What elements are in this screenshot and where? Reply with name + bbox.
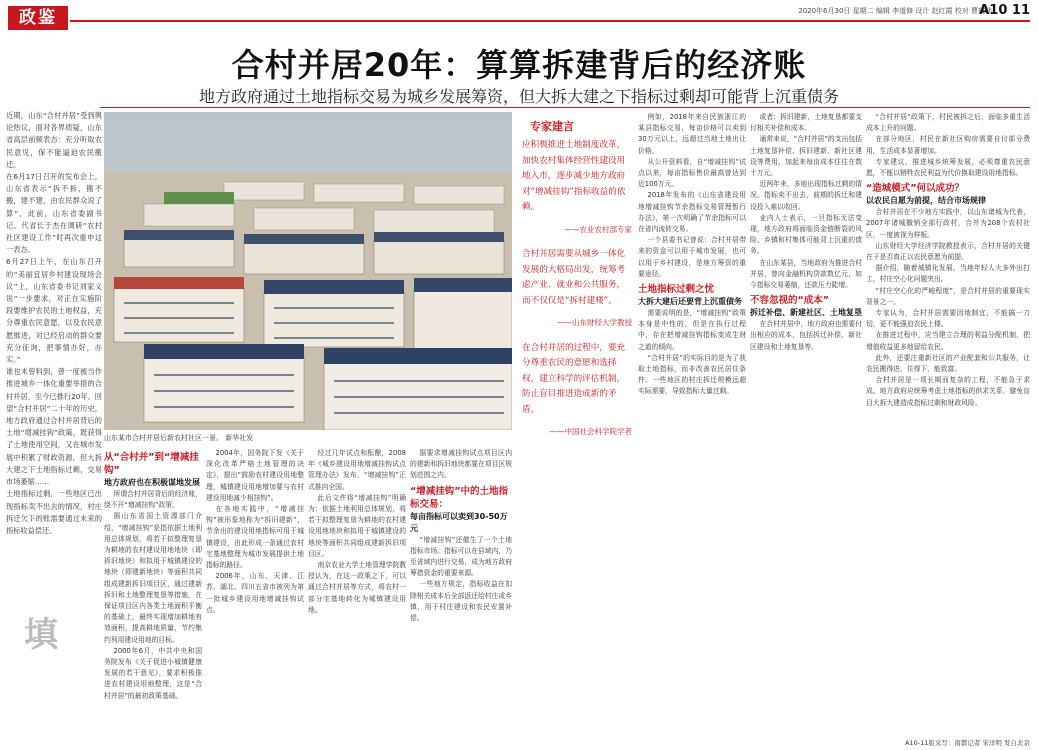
body-paragraph: 需要说明的是，“增减挂钩”政策本身是中性的，但是在执行过程中，存在把增减挂钩指标变成生财之道的倾向。: [638, 309, 746, 351]
body-column-c: [308, 448, 406, 748]
body-paragraph: 在山东某县，当地政府为推进合村并居，曾向金融机构贷款数亿元，如今指标交易萎缩，还款压力陡增。: [750, 258, 862, 290]
body-paragraph: 据要求增减挂钩试点项目区内的建新和拆旧地块都要在项目区规划范围之内。: [410, 449, 512, 480]
body-paragraph: “村庄空心化的严峻程度”，是合村并居的重要现实背景之一。: [866, 286, 1030, 306]
section-heading: 不容忽视的“成本”: [750, 295, 829, 307]
body-paragraph: 所谓合村并居背后的经济账，绕不开“增减挂钩”政策。: [104, 490, 202, 510]
expert-quote: [522, 138, 632, 440]
body-paragraph: 南京农业大学土地管理学院教授认为，在这一政策之下，可以通过合村并居等方式，将农村一部分宅基地转化为城镇建设用地。: [308, 561, 406, 614]
body-paragraph: 在部分地区，村民在新社区购房需要自付部分费用，生活成本显著增加。: [866, 135, 1030, 155]
section-tag: 政鉴: [8, 6, 68, 30]
body-column-g: [866, 112, 1030, 748]
left-column: [6, 110, 102, 750]
body-paragraph: 专家建议，推进城乡统筹发展，必须尊重农民意愿，不能以牺牲农民利益为代价换取建设用地指标。: [866, 157, 1030, 178]
body-paragraph: “合村并居”的实际目的是为了获取土地指标，而非改善农民居住条件。一些地区的村庄拆迁规模远超实际需要，导致指标大量过剩。: [638, 353, 746, 396]
body-paragraph: 或者：拆旧建新，土地复垦都要支付相关补偿和成本。: [750, 113, 862, 133]
village-aerial-image: [104, 112, 512, 430]
body-paragraph: 据介绍，随着城镇化发展，当地年轻人大多外出打工，村庄空心化问题突出。: [866, 264, 1030, 284]
body-paragraph: 业内人士表示，一旦指标无法变现，地方政府将面临资金链断裂的风险，乡镇和村集体可能背上沉重的债务。: [750, 213, 862, 256]
subheadline: 地方政府通过土地指标交易为城乡发展筹资，但大拆大建之下指标过剩却可能背上沉重债务: [198, 87, 839, 106]
section-heading: 从“合村并”到“增减挂钩”: [104, 452, 199, 476]
issue-meta: 2020年6月30日 星期二 编辑 李道修 设计 赵红霞 校对 曹玟玮: [798, 7, 992, 15]
body-paragraph: 山东财经大学经济学院教授表示，合村并居的关键在于是否真正以农民意愿为前提。: [866, 241, 1030, 262]
quote-text: 合村并居需要从城乡一体化发展的大格局出发，统筹考虑产业、就业和公共服务，而不仅仅是“拆村建楼”。: [522, 249, 626, 306]
top-rule: [70, 20, 1030, 22]
body-paragraph: 2004年，国务院下发《关于深化改革严格土地管理的决定》，提出“鼓励农村建设用地整理，城镇建设用地增加要与农村建设用地减少相挂钩”。: [206, 449, 304, 502]
body-paragraph: 据山东省国土资源部门介绍，“增减挂钩”是指依据土地利用总体规划，将若干拟整理复垦为耕地的农村建设用地地块（即拆旧地块）和拟用于城镇建设的地块（即建新地块）等面积共同组成建新拆旧项目区，通过建新拆旧和土地整理复垦等措施，在保证项目区内各类土地面积平衡的基础上，最终实现增加耕地有效面积，提高耕地质量，节约集约利用建设用地的目标。: [104, 512, 202, 644]
body-paragraph: 合村并居在不少地方实践中，以山东诸城为代表，2007年诸城撤销全部行政村，合并为208个农村社区，一度被视为样板。: [866, 208, 1030, 239]
quote-text: 在合村并居的过程中，要充分尊重农民的意愿和选择权，建立科学的评估机制，防止盲目推进造成新的矛盾。: [522, 342, 626, 415]
expert-title: 专家建言: [530, 120, 574, 133]
section-heading: 土地指标过剩之忧: [638, 284, 715, 296]
body-paragraph: 2018年发布的《山东省建设用地增减挂钩节余指标交易管理暂行办法》，第一次明确了节余指标可以在省内流转交易。: [638, 191, 746, 234]
quote-source: ——农业农村部专家: [564, 224, 632, 234]
headline-rule: [100, 107, 1030, 108]
body-paragraph: 在推进过程中，应当建立合理的利益分配机制，把增值收益更多地留给农民。: [866, 331, 1030, 351]
section-subheading: 以农民自愿为前提，结合市场规律: [866, 196, 986, 206]
body-column-e: [638, 112, 746, 748]
body-paragraph: 专家认为，合村并居需要因地制宜，不能搞一刀切，更不能强迫农民上楼。: [866, 309, 1030, 329]
body-paragraph: 在合村并居中，地方政府也需要付出相应的成本，包括拆迁补偿、新社区建设和土地复垦等。: [750, 320, 862, 351]
editor-seal: 填: [24, 615, 58, 655]
body-column-a: [104, 448, 202, 748]
body-column-d: [410, 448, 512, 748]
section-subheading: 每亩指标可以卖到30-50万元: [410, 511, 508, 533]
body-column-b: [206, 448, 304, 748]
body-paragraph: “合村并居”政策下，村民被拆之后，面临多重生活成本上升的问题。: [866, 113, 1030, 133]
section-heading: “造城模式”何以成功？: [866, 183, 964, 195]
body-paragraph: 此外，还要注重新社区的产业配套和公共服务，让农民搬得进、住得下、能致富。: [866, 353, 1030, 374]
photo-caption: 山东某市合村并居后新农村社区一景。 新华社发: [104, 434, 254, 442]
left-paragraph: 在6月17日召开的发布会上，山东省表示“拆不拆，搬不搬，建不建，由农民群众说了算”，此前，山东省委副书记、代省长于杰在调研“农村社区建设工作”时再次重申这一表态。: [6, 172, 102, 255]
body-paragraph: 通常来说，“合村并居”的支出包括土地复垦补偿、拆旧建新、新社区建设等费用，加起来每亩成本往往在数十万元。: [750, 135, 862, 178]
page-number: A10 11: [979, 3, 1030, 18]
left-paragraph: 土地指标过剩，一些地区已出现指标卖不出去的情况，村庄拆迁欠下的账需要通过未来的指标收益偿还。: [6, 489, 102, 535]
body-column-f: [750, 112, 862, 748]
expert-view-column: [518, 112, 632, 748]
body-paragraph: “增减挂钩”还催生了一个土地指标市场。指标可以在县域内，乃至省域内进行交易，成为地方政府筹措资金的重要来源。: [410, 535, 512, 578]
headline: 合村并居20年：算算拆建背后的经济账: [231, 46, 807, 84]
quote-text: 应积极推进土地制度改革，加快农村集体经营性建设用地入市，逐步减少地方政府对“增减挂钩”指标收益的依赖。: [522, 140, 626, 212]
quote-source: ——山东财经大学教授: [557, 318, 632, 327]
byline-credit: A10-11版采写：南都记者 宋洋明 发自北京: [905, 739, 1030, 747]
body-paragraph: 此后文件将“增减挂钩”明确为：依据土地利用总体规划，将若干拟整理复垦为耕地的农村建设用地地块和拟用于城镇建设的地块等面积共同组成建新拆旧项目区。: [308, 493, 406, 558]
section-subheading: 拆迁补偿、新建社区、土地复垦: [750, 308, 862, 318]
left-paragraph: 6月27日上午，在山东召开的“美丽宜居乡村建设现场会议”上，山东省委书记刘家义说“一步要求，对正在实施阶段要维护农民的土地权益，充分尊重农民意愿，以及农民意愿推进，对已经启动的群众要充分征询，把事情办好，办实。”: [6, 257, 102, 365]
section-subheading: 地方政府也在积极谋地发展: [104, 478, 200, 487]
section-subheading: 大拆大建后还要背上沉重债务: [638, 297, 742, 307]
quote-source: ——中国社会科学院学者: [549, 427, 632, 436]
body-paragraph: 经过几年试点和酝酿，2008年《城乡建设用地增减挂钩试点管理办法》发布，“增减挂钩”正式推向全国。: [308, 449, 406, 491]
left-paragraph: 谁也未曾料到，曾一度被当作推进城乡一体化重要举措的合村并居，至今已推行20年。回望“合村并居”二十年的历史，地方政府通过合村并居背后的土地“增减挂钩”政策，既获得了土地使用空间，又在城市发展中积累了财政资源，但大拆大建之下土地指标过剩，交易市场萎缩……: [6, 367, 102, 487]
body-paragraph: 近两年来，多地出现指标过剩的情况。指标卖不出去，前期的拆迁和建设投入难以收回。: [750, 180, 862, 211]
left-paragraph: 近期，山东“合村并居”受到舆论热议，面对各界质疑，山东省高层前频表态：充分听取农民意见，保不能逼迫农民搬迁。: [6, 111, 102, 169]
body-paragraph: 在各地实践中，“增减挂钩”被形象地称为“拆旧建新”，节余出的建设用地指标可用于城镇建设，由此形成一条通过农村宅基地整理为城市发展提供土地指标的路径。: [206, 505, 304, 570]
section-heading: “增减挂钩”中的土地指标交易：: [410, 485, 508, 510]
body-paragraph: 从公开资料看，自“增减挂钩”试点以来，每亩指标售价最高曾达到近100万元。: [638, 157, 746, 189]
body-paragraph: 2000年6月，中共中央和国务院发布《关于促进小城镇健康发展的若干意见》，要求积极推进农村建设用地整理，这是“合村并居”的最初政策基础。: [104, 646, 202, 700]
body-paragraph: 合村并居是一项长期而复杂的工程，不能急于求成。地方政府应统筹考虑土地指标的供求关系，避免盲目大拆大建造成指标过剩和财政风险。: [866, 376, 1030, 407]
aerial-photo: [104, 112, 512, 430]
body-paragraph: 一些地方规定，指标收益在扣除相关成本后全部返还给村庄或乡镇，用于村庄建设和农民安置补偿。: [410, 580, 512, 623]
body-paragraph: 例如，2018年来自民族浙江的某县指标交易，每亩价格可以卖到30万元以上，远超过当地土地出让价格。: [638, 113, 746, 155]
body-paragraph: 一个县委书记曾说：合村并居带来的资金可以用于城市发展，也可以用于乡村建设，是地方筹资的重要途径。: [638, 236, 746, 278]
body-paragraph: 2006年，山东、天津、江苏、湖北、四川五省市被列为第一批城乡建设用地增减挂钩试点。: [206, 572, 304, 614]
